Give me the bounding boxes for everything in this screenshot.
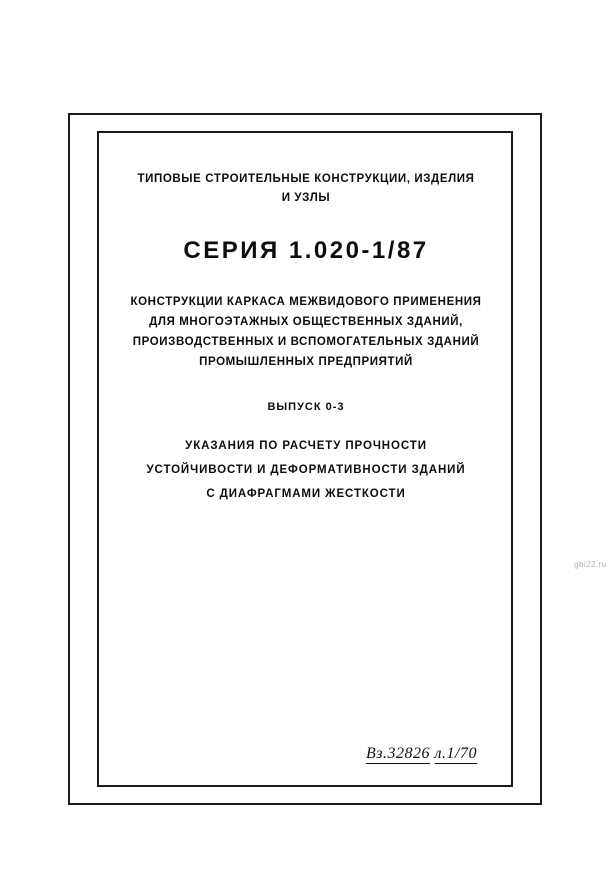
description-line-4: ПРОМЫШЛЕННЫХ ПРЕДПРИЯТИЙ [199, 356, 413, 368]
description-line-3: ПРОИЗВОДСТВЕННЫХ И ВСПОМОГАТЕЛЬНЫХ ЗДАНИЙ [132, 336, 480, 348]
subtitle-line-3: С ДИАФРАГМАМИ ЖЕСТКОСТИ [206, 488, 406, 500]
handwritten-registration-stamp [366, 745, 477, 763]
stamp-prefix: Вз. [366, 745, 388, 762]
description-line-2: ДЛЯ МНОГОЭТАЖНЫХ ОБЩЕСТВЕННЫХ ЗДАНИЙ, [149, 316, 463, 328]
document-subtitle [110, 434, 502, 506]
stamp-number: 32826 [387, 745, 431, 762]
document-header [110, 170, 502, 208]
header-line-1: ТИПОВЫЕ СТРОИТЕЛЬНЫЕ КОНСТРУКЦИИ, ИЗДЕЛИЯ [137, 173, 475, 185]
subtitle-line-1: УКАЗАНИЯ ПО РАСЧЕТУ ПРОЧНОСТИ [185, 440, 427, 452]
title-block [110, 170, 502, 506]
stamp-sheets: 1/70 [446, 745, 477, 762]
subtitle-line-2: УСТОЙЧИВОСТИ И ДЕФОРМАТИВНОСТИ ЗДАНИЙ [146, 464, 466, 476]
site-watermark: gbi22.ru [574, 559, 607, 569]
series-number: СЕРИЯ 1.020-1/87 [183, 237, 429, 264]
description-line-1: КОНСТРУКЦИИ КАРКАСА МЕЖВИДОВОГО ПРИМЕНЕНИЯ [130, 296, 482, 308]
stamp-sheets-label: л. [434, 745, 447, 762]
header-line-2: И УЗЛЫ [281, 192, 331, 204]
issue-number: ВЫПУСК 0-3 [267, 401, 345, 413]
document-description [110, 292, 502, 372]
